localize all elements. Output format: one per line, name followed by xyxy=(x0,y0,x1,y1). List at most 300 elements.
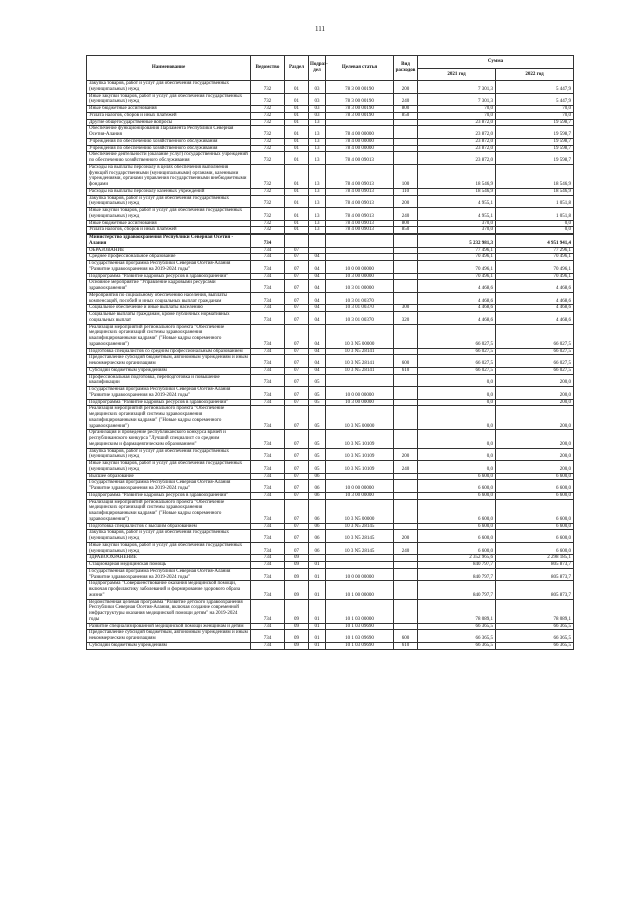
cell-target: 78 4 00 09013 xyxy=(326,227,394,234)
cell-vid xyxy=(394,623,418,630)
cell-name: Министерство здравоохранения Республики Северная Осетия - Алания xyxy=(87,235,251,248)
cell-vedomstvo: 732 xyxy=(251,195,285,208)
cell-name: Закупка товаров, работ и услуг для обеспечения государственных (муниципальных) нужд xyxy=(87,195,251,208)
table-row xyxy=(87,367,574,374)
cell-name: Профессиональная подготовка, переподготовка и повышение квалификации xyxy=(87,374,251,387)
cell-razdel: 07 xyxy=(285,499,309,523)
cell-name: Расходы на выплаты персоналу в целях обеспечения выполнения функций государственными (муниципальными) органами, казенными учреждениями, органами управления государственными внебюджетными фондами xyxy=(87,164,251,188)
cell-sum-2021: 0,0 xyxy=(418,406,496,430)
cell-vedomstvo: 734 xyxy=(251,530,285,543)
cell-podrazdel: 13 xyxy=(309,195,326,208)
cell-vedomstvo: 734 xyxy=(251,280,285,293)
cell-sum-2022: 200,0 xyxy=(496,461,574,474)
cell-sum-2021: 6 600,0 xyxy=(418,542,496,555)
cell-vid xyxy=(394,562,418,569)
cell-sum-2021: 18 546,9 xyxy=(418,164,496,188)
cell-sum-2021: 23 872,0 xyxy=(418,152,496,165)
cell-target: 10 3 01 00370 xyxy=(326,312,394,325)
cell-sum-2021: 4 468,6 xyxy=(418,292,496,305)
table-row xyxy=(87,630,574,643)
cell-vid: 240 xyxy=(394,208,418,221)
cell-podrazdel: 03 xyxy=(309,81,326,94)
cell-vid: 200 xyxy=(394,448,418,461)
cell-sum-2022: 70 496,1 xyxy=(496,261,574,274)
cell-vedomstvo: 734 xyxy=(251,387,285,400)
cell-target: 10 3 N5 10109 xyxy=(326,430,394,448)
cell-vid: 600 xyxy=(394,630,418,643)
cell-vid: 200 xyxy=(394,81,418,94)
table-row xyxy=(87,492,574,499)
cell-vedomstvo: 732 xyxy=(251,138,285,145)
cell-razdel: 07 xyxy=(285,374,309,387)
cell-sum-2022: 19 598,7 xyxy=(496,119,574,126)
cell-sum-2022: 200,0 xyxy=(496,448,574,461)
cell-sum-2022: 66 365,5 xyxy=(496,623,574,630)
cell-razdel: 07 xyxy=(285,348,309,355)
cell-name: Подпрограмма "Развитие кадровых ресурсов в здравоохранении" xyxy=(87,273,251,280)
cell-vedomstvo: 732 xyxy=(251,126,285,139)
cell-podrazdel xyxy=(309,555,326,562)
cell-podrazdel: 06 xyxy=(309,480,326,493)
cell-podrazdel: 04 xyxy=(309,292,326,305)
cell-sum-2021: 23 872,0 xyxy=(418,138,496,145)
cell-podrazdel: 04 xyxy=(309,355,326,368)
cell-name: Социальное обеспечение и иные выплаты населению xyxy=(87,305,251,312)
cell-name: Уплата налогов, сборов и иных платежей xyxy=(87,227,251,234)
cell-target xyxy=(326,235,394,248)
cell-podrazdel: 01 xyxy=(309,623,326,630)
cell-sum-2022: 0,0 xyxy=(496,227,574,234)
cell-target: 78 3 00 00190 xyxy=(326,81,394,94)
cell-sum-2021: 18 546,9 xyxy=(418,188,496,195)
cell-name: Ведомственная целевая программа "Развитие детского здравоохранения Республики Северная Осетия-Алания, включая создание современной инфраструктуры оказания медицинской помощи детям" на 2019-2024 годы xyxy=(87,599,251,623)
cell-razdel: 07 xyxy=(285,542,309,555)
cell-target: 10 3 N5 28145 xyxy=(326,530,394,543)
table-row xyxy=(87,461,574,474)
table-row xyxy=(87,164,574,188)
cell-sum-2021: 0,0 xyxy=(418,399,496,406)
cell-name: Иные закупки товаров, работ и услуг для обеспечения государственных (муниципальных) нужд xyxy=(87,93,251,106)
cell-vedomstvo: 732 xyxy=(251,81,285,94)
header-summa: Сумма xyxy=(418,56,574,69)
table-row xyxy=(87,188,574,195)
cell-vid xyxy=(394,480,418,493)
cell-razdel: 01 xyxy=(285,119,309,126)
page-number: 111 xyxy=(315,25,325,33)
table-row xyxy=(87,599,574,623)
cell-vid: 100 xyxy=(394,164,418,188)
cell-sum-2022: 6 600,0 xyxy=(496,480,574,493)
cell-vid: 240 xyxy=(394,93,418,106)
cell-razdel: 07 xyxy=(285,399,309,406)
table-row xyxy=(87,542,574,555)
cell-target xyxy=(326,247,394,254)
table-row xyxy=(87,93,574,106)
cell-vedomstvo: 734 xyxy=(251,581,285,599)
cell-razdel: 01 xyxy=(285,208,309,221)
cell-vid xyxy=(394,555,418,562)
cell-vedomstvo: 734 xyxy=(251,492,285,499)
cell-target: 10 3 N5 28145 xyxy=(326,542,394,555)
table-row xyxy=(87,138,574,145)
cell-name: Обеспечение деятельности (оказание услуг) государственных учреждений по обеспечению хозяйственного обслуживания xyxy=(87,152,251,165)
cell-vedomstvo: 734 xyxy=(251,261,285,274)
cell-razdel: 07 xyxy=(285,261,309,274)
cell-vid: 320 xyxy=(394,312,418,325)
cell-razdel: 09 xyxy=(285,581,309,599)
cell-razdel: 07 xyxy=(285,523,309,530)
cell-vedomstvo: 732 xyxy=(251,220,285,227)
cell-podrazdel: 05 xyxy=(309,406,326,430)
cell-podrazdel: 06 xyxy=(309,542,326,555)
cell-target xyxy=(326,555,394,562)
cell-razdel: 07 xyxy=(285,273,309,280)
cell-vedomstvo: 732 xyxy=(251,93,285,106)
cell-sum-2022: 66 027,5 xyxy=(496,348,574,355)
cell-sum-2022: 19 598,7 xyxy=(496,152,574,165)
cell-sum-2021: 370,0 xyxy=(418,227,496,234)
cell-target: 10 3 01 00370 xyxy=(326,292,394,305)
cell-vid xyxy=(394,280,418,293)
cell-podrazdel: 04 xyxy=(309,280,326,293)
cell-target: 10 0 00 00000 xyxy=(326,480,394,493)
table-row xyxy=(87,499,574,523)
header-podrazdel: Подраз-дел xyxy=(309,56,326,81)
cell-sum-2022: 6 600,0 xyxy=(496,473,574,480)
cell-sum-2021: 78 089,1 xyxy=(418,599,496,623)
cell-podrazdel: 05 xyxy=(309,399,326,406)
cell-vid xyxy=(394,145,418,152)
cell-target xyxy=(326,119,394,126)
cell-sum-2022: 4 468,6 xyxy=(496,312,574,325)
cell-sum-2022: 4 468,6 xyxy=(496,280,574,293)
cell-target xyxy=(326,473,394,480)
cell-name: Обеспечение функционирования Парламента Республики Северная Осетия-Алания xyxy=(87,126,251,139)
cell-sum-2022: 805 873,7 xyxy=(496,568,574,581)
table-row xyxy=(87,473,574,480)
cell-razdel: 07 xyxy=(285,247,309,254)
cell-target: 10 3 N5 00000 xyxy=(326,499,394,523)
cell-sum-2021: 6 600,0 xyxy=(418,530,496,543)
table-row xyxy=(87,280,574,293)
table-row xyxy=(87,430,574,448)
cell-podrazdel: 13 xyxy=(309,188,326,195)
cell-sum-2022: 4 951 941,4 xyxy=(496,235,574,248)
cell-sum-2022: 200,0 xyxy=(496,399,574,406)
table-row xyxy=(87,312,574,325)
cell-target: 10 3 N5 10109 xyxy=(326,461,394,474)
table-row xyxy=(87,555,574,562)
cell-vid: 610 xyxy=(394,367,418,374)
cell-target: 78 4 00 00000 xyxy=(326,145,394,152)
cell-vid xyxy=(394,568,418,581)
cell-razdel: 07 xyxy=(285,448,309,461)
cell-target: 78 4 00 09013 xyxy=(326,195,394,208)
cell-vedomstvo: 734 xyxy=(251,254,285,261)
cell-sum-2021: 2 352 965,6 xyxy=(418,555,496,562)
cell-sum-2022: 0,0 xyxy=(496,220,574,227)
table-row xyxy=(87,273,574,280)
cell-sum-2022: 200,0 xyxy=(496,406,574,430)
table-row xyxy=(87,523,574,530)
cell-razdel: 01 xyxy=(285,164,309,188)
cell-name: Предоставление субсидий бюджетным, автономным учреждениям и иным некоммерческим организациям xyxy=(87,355,251,368)
cell-razdel: 01 xyxy=(285,145,309,152)
table-row xyxy=(87,406,574,430)
table-row xyxy=(87,81,574,94)
table-row xyxy=(87,119,574,126)
cell-podrazdel: 03 xyxy=(309,106,326,113)
cell-sum-2021: 0,0 xyxy=(418,374,496,387)
cell-vedomstvo: 732 xyxy=(251,208,285,221)
cell-razdel: 01 xyxy=(285,106,309,113)
cell-vedomstvo: 734 xyxy=(251,430,285,448)
cell-razdel: 01 xyxy=(285,93,309,106)
cell-name: ЗДРАВООХРАНЕНИЕ xyxy=(87,555,251,562)
cell-sum-2022: 4 468,6 xyxy=(496,305,574,312)
cell-razdel: 01 xyxy=(285,188,309,195)
cell-vid xyxy=(394,387,418,400)
cell-vid xyxy=(394,126,418,139)
header-vedomstvo: Ведомство xyxy=(251,56,285,81)
cell-target: 78 3 00 00190 xyxy=(326,112,394,119)
cell-razdel: 09 xyxy=(285,555,309,562)
cell-podrazdel: 05 xyxy=(309,461,326,474)
cell-name: Другие общегосударственные вопросы xyxy=(87,119,251,126)
cell-razdel: 07 xyxy=(285,280,309,293)
table-row xyxy=(87,355,574,368)
cell-sum-2022: 200,0 xyxy=(496,374,574,387)
cell-sum-2021: 70,0 xyxy=(418,112,496,119)
cell-vid xyxy=(394,599,418,623)
cell-vid xyxy=(394,430,418,448)
cell-target: 10 3 N5 28141 xyxy=(326,367,394,374)
cell-target: 78 4 00 00000 xyxy=(326,126,394,139)
header-name: Наименование xyxy=(87,56,251,81)
cell-name: Субсидии бюджетным учреждениям xyxy=(87,642,251,649)
cell-razdel: 01 xyxy=(285,112,309,119)
cell-sum-2022: 66 365,5 xyxy=(496,630,574,643)
cell-vedomstvo: 734 xyxy=(251,499,285,523)
cell-name: Подпрограмма "Развитие кадровых ресурсов в здравоохранении" xyxy=(87,399,251,406)
cell-razdel: 07 xyxy=(285,406,309,430)
cell-podrazdel: 06 xyxy=(309,492,326,499)
cell-razdel: 07 xyxy=(285,387,309,400)
cell-razdel: 07 xyxy=(285,461,309,474)
cell-target: 10 3 00 00000 xyxy=(326,492,394,499)
cell-razdel: 07 xyxy=(285,355,309,368)
cell-razdel: 07 xyxy=(285,492,309,499)
cell-sum-2021: 66 027,5 xyxy=(418,324,496,348)
cell-podrazdel: 04 xyxy=(309,305,326,312)
cell-vedomstvo: 734 xyxy=(251,480,285,493)
cell-sum-2021: 0,0 xyxy=(418,448,496,461)
cell-vid: 300 xyxy=(394,305,418,312)
cell-vid xyxy=(394,406,418,430)
cell-vedomstvo: 732 xyxy=(251,227,285,234)
cell-name: Иные закупки товаров, работ и услуг для обеспечения государственных (муниципальных) нужд xyxy=(87,208,251,221)
cell-vid xyxy=(394,247,418,254)
cell-vedomstvo: 734 xyxy=(251,568,285,581)
table-row xyxy=(87,261,574,274)
cell-vid: 800 xyxy=(394,106,418,113)
cell-name: Развитие специализированной медицинской помощи женщинам и детям xyxy=(87,623,251,630)
cell-vid xyxy=(394,324,418,348)
cell-razdel: 07 xyxy=(285,254,309,261)
cell-sum-2021: 4 468,6 xyxy=(418,305,496,312)
cell-name: Подпрограмма "Развитие кадровых ресурсов в здравоохранении" xyxy=(87,492,251,499)
cell-sum-2021: 0,0 xyxy=(418,461,496,474)
cell-sum-2022: 19 598,7 xyxy=(496,145,574,152)
table-row xyxy=(87,348,574,355)
cell-razdel: 07 xyxy=(285,530,309,543)
cell-podrazdel: 05 xyxy=(309,374,326,387)
cell-podrazdel: 04 xyxy=(309,312,326,325)
cell-target: 10 3 00 00000 xyxy=(326,273,394,280)
table-row xyxy=(87,292,574,305)
cell-podrazdel: 04 xyxy=(309,261,326,274)
cell-razdel: 07 xyxy=(285,292,309,305)
table-row xyxy=(87,305,574,312)
cell-vid xyxy=(394,235,418,248)
cell-sum-2022: 1 051,8 xyxy=(496,208,574,221)
cell-podrazdel: 01 xyxy=(309,568,326,581)
cell-razdel: 01 xyxy=(285,152,309,165)
cell-sum-2021: 77 496,1 xyxy=(418,247,496,254)
header-2022: 2022 год xyxy=(496,69,574,81)
table-row xyxy=(87,195,574,208)
cell-target: 78 4 00 09013 xyxy=(326,164,394,188)
cell-vedomstvo: 734 xyxy=(251,374,285,387)
cell-sum-2022: 6 600,0 xyxy=(496,492,574,499)
cell-vid xyxy=(394,399,418,406)
cell-sum-2021: 70 496,1 xyxy=(418,254,496,261)
cell-razdel: 01 xyxy=(285,126,309,139)
cell-vedomstvo: 734 xyxy=(251,324,285,348)
cell-name: Стационарная медицинская помощь xyxy=(87,562,251,569)
cell-sum-2022: 70 496,1 xyxy=(496,254,574,261)
cell-vid: 200 xyxy=(394,530,418,543)
table-row xyxy=(87,562,574,569)
cell-vedomstvo: 734 xyxy=(251,555,285,562)
cell-vid: 240 xyxy=(394,461,418,474)
cell-podrazdel: 04 xyxy=(309,367,326,374)
table-row xyxy=(87,208,574,221)
cell-razdel: 01 xyxy=(285,81,309,94)
cell-target: 78 4 00 00000 xyxy=(326,138,394,145)
cell-name: Подпрограмма "Совершенствование оказания медицинской помощи, включая профилактику заболеваний и формирование здорового образа жизни" xyxy=(87,581,251,599)
cell-sum-2021: 7 301,3 xyxy=(418,93,496,106)
cell-podrazdel: 13 xyxy=(309,145,326,152)
cell-vid xyxy=(394,348,418,355)
cell-podrazdel: 01 xyxy=(309,599,326,623)
cell-sum-2022: 19 598,7 xyxy=(496,126,574,139)
cell-podrazdel: 13 xyxy=(309,208,326,221)
cell-sum-2021: 6 600,0 xyxy=(418,480,496,493)
cell-name: Основное мероприятие "Управление кадровыми ресурсами здравоохранения" xyxy=(87,280,251,293)
cell-vedomstvo: 734 xyxy=(251,623,285,630)
cell-sum-2022: 18 546,9 xyxy=(496,188,574,195)
cell-sum-2021: 23 872,0 xyxy=(418,145,496,152)
cell-sum-2022: 6 600,0 xyxy=(496,530,574,543)
cell-target: 10 3 N5 10109 xyxy=(326,448,394,461)
cell-vid xyxy=(394,581,418,599)
cell-razdel: 07 xyxy=(285,367,309,374)
table-row xyxy=(87,480,574,493)
table-row xyxy=(87,399,574,406)
cell-sum-2022: 805 873,7 xyxy=(496,581,574,599)
cell-vedomstvo: 734 xyxy=(251,406,285,430)
cell-vid xyxy=(394,523,418,530)
cell-name: Реализация мероприятий регионального проекта "Обеспечение медицинских организаций системы здравоохранения квалифицированными кадрами" ("Новые кадры современного здравоохранения") xyxy=(87,406,251,430)
cell-target: 10 3 01 00000 xyxy=(326,280,394,293)
cell-sum-2022: 5 447,9 xyxy=(496,81,574,94)
cell-sum-2022: 70 496,1 xyxy=(496,273,574,280)
cell-razdel: 09 xyxy=(285,568,309,581)
cell-vedomstvo: 734 xyxy=(251,473,285,480)
header-vid: Вид расходов xyxy=(394,56,418,81)
table-row xyxy=(87,254,574,261)
cell-target: 10 3 N5 28145 xyxy=(326,523,394,530)
cell-target: 10 1 03 00000 xyxy=(326,599,394,623)
cell-vedomstvo: 732 xyxy=(251,145,285,152)
cell-name: Учреждения по обеспечению хозяйственного обслуживания xyxy=(87,145,251,152)
cell-podrazdel: 13 xyxy=(309,164,326,188)
table-row xyxy=(87,227,574,234)
cell-name: Иные бюджетные ассигнования xyxy=(87,220,251,227)
cell-vid xyxy=(394,273,418,280)
cell-sum-2021: 70 496,1 xyxy=(418,261,496,274)
cell-sum-2021: 66 365,5 xyxy=(418,630,496,643)
table-row xyxy=(87,530,574,543)
cell-podrazdel: 06 xyxy=(309,499,326,523)
cell-name: Мероприятия по социальному обеспечению населения, выплаты компенсаций, пособий и иных социальных выплат гражданам xyxy=(87,292,251,305)
cell-podrazdel: 05 xyxy=(309,448,326,461)
cell-name: Субсидии бюджетным учреждениям xyxy=(87,367,251,374)
table-row xyxy=(87,247,574,254)
cell-target: 10 0 00 00000 xyxy=(326,568,394,581)
cell-razdel: 09 xyxy=(285,562,309,569)
table-row xyxy=(87,112,574,119)
cell-vedomstvo: 734 xyxy=(251,461,285,474)
cell-razdel: 09 xyxy=(285,642,309,649)
cell-vedomstvo: 732 xyxy=(251,119,285,126)
cell-sum-2021: 66 365,5 xyxy=(418,623,496,630)
cell-sum-2022: 1 051,8 xyxy=(496,195,574,208)
cell-vedomstvo: 734 xyxy=(251,355,285,368)
cell-podrazdel: 01 xyxy=(309,581,326,599)
cell-target: 10 3 N5 28141 xyxy=(326,355,394,368)
cell-podrazdel: 05 xyxy=(309,387,326,400)
cell-name: Среднее профессиональное образование xyxy=(87,254,251,261)
cell-name: Закупка товаров, работ и услуг для обеспечения государственных (муниципальных) нужд xyxy=(87,448,251,461)
cell-podrazdel: 13 xyxy=(309,138,326,145)
cell-vid: 240 xyxy=(394,542,418,555)
cell-sum-2021: 4 955,1 xyxy=(418,195,496,208)
cell-sum-2021: 5 232 981,3 xyxy=(418,235,496,248)
cell-sum-2021: 4 955,1 xyxy=(418,208,496,221)
table-row xyxy=(87,145,574,152)
cell-sum-2021: 66 027,5 xyxy=(418,367,496,374)
cell-podrazdel: 03 xyxy=(309,112,326,119)
cell-vedomstvo: 734 xyxy=(251,599,285,623)
cell-vid: 110 xyxy=(394,188,418,195)
table-row xyxy=(87,623,574,630)
cell-vedomstvo: 734 xyxy=(251,312,285,325)
cell-target: 78 4 00 09013 xyxy=(326,220,394,227)
cell-razdel: 07 xyxy=(285,480,309,493)
cell-name: Иные закупки товаров, работ и услуг для обеспечения государственных (муниципальных) нужд xyxy=(87,542,251,555)
